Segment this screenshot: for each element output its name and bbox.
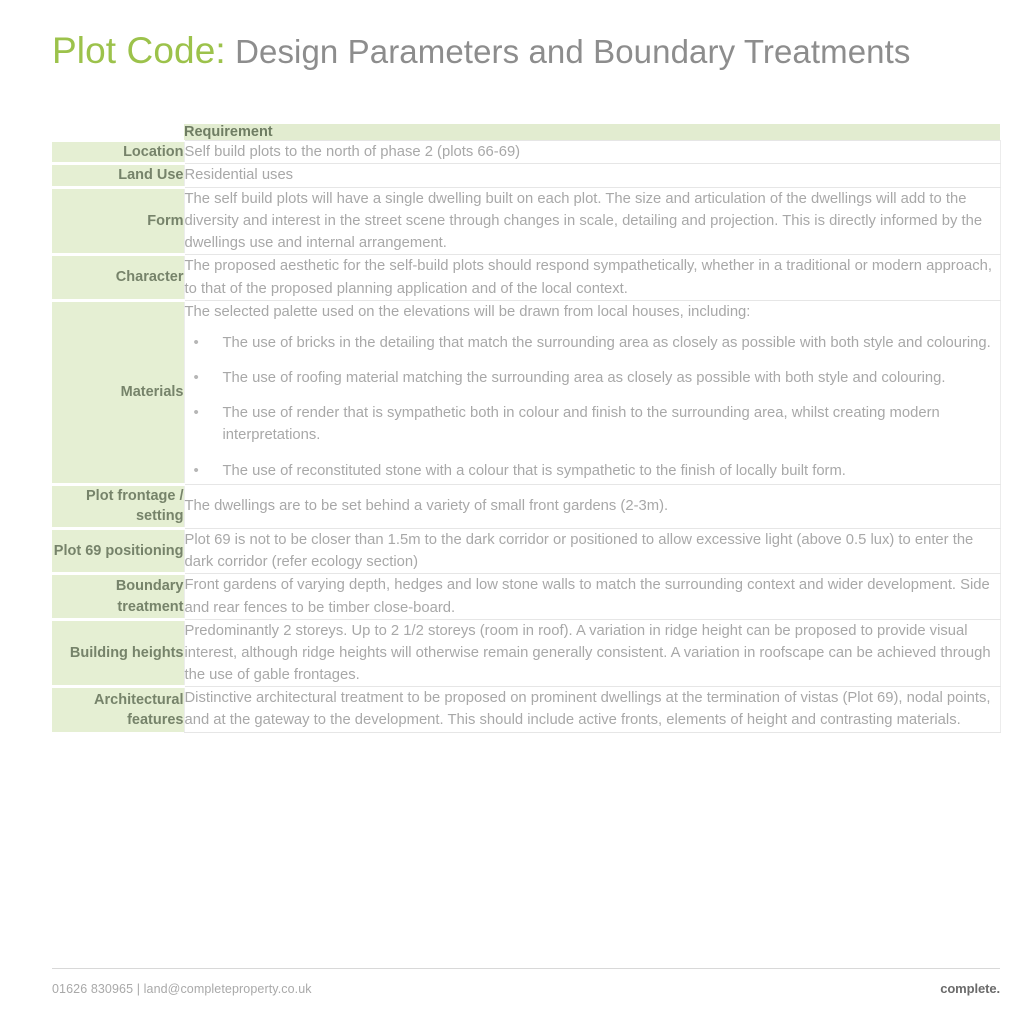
row-value-boundary-treatment bbox=[184, 574, 1000, 619]
table-row bbox=[52, 187, 1000, 255]
list-item bbox=[185, 402, 1000, 446]
table-row bbox=[52, 687, 1000, 732]
table-row bbox=[52, 255, 1000, 300]
row-text: Plot 69 is not to be closer than 1.5m to the dark corridor or positioned to allow excessive light (above 0.5 lux) to enter the dark corridor (refer ecology section) bbox=[184, 531, 974, 571]
row-value-land-use bbox=[184, 164, 1000, 188]
row-text: Predominantly 2 storeys. Up to 2 1/2 storeys (room in roof). A variation in ridge height can be proposed to provide visual interest, although ridge heights will otherwise remain generally consistent. A variation in roofscape can be achieved through the use of gable frontages. bbox=[184, 622, 991, 684]
bullet-icon: • bbox=[193, 404, 199, 422]
footer-brand-logo: complete. bbox=[940, 981, 1000, 996]
list-item bbox=[185, 460, 1000, 482]
row-label-materials: Materials bbox=[52, 300, 184, 484]
page-title-subject: Design Parameters and Boundary Treatments bbox=[235, 33, 911, 70]
row-text: Distinctive architectural treatment to be proposed on prominent dwellings at the termination of vistas (Plot 69), nodal points, and at the gateway to the development. This should include active fronts, elements of height and contrasting materials. bbox=[184, 690, 991, 729]
list-item-label: The use of roofing material matching the surrounding area as closely as possible with both style and colouring. bbox=[222, 370, 946, 387]
header-corner-cell bbox=[52, 124, 184, 141]
table-body bbox=[52, 141, 1000, 733]
table-row bbox=[52, 619, 1000, 687]
row-label-location: Location bbox=[52, 141, 184, 164]
row-label-building-heights: Building heights bbox=[52, 619, 184, 687]
bullet-icon: • bbox=[193, 369, 199, 387]
page-title-accent: Plot Code: bbox=[52, 30, 226, 71]
table-row bbox=[52, 300, 1000, 484]
list-item bbox=[185, 367, 1000, 389]
row-text: Residential uses bbox=[184, 167, 294, 184]
header-requirement-cell: Requirement bbox=[184, 124, 1000, 141]
row-label-boundary-treatment: Boundary treatment bbox=[52, 574, 184, 619]
row-label-plot-69-positioning: Plot 69 positioning bbox=[52, 528, 184, 573]
row-value-form bbox=[184, 187, 1000, 255]
row-label-architectural-features: Architectural features bbox=[52, 687, 184, 732]
row-value-architectural-features bbox=[184, 687, 1000, 732]
list-item-label: The use of render that is sympathetic both in colour and finish to the surrounding area, whilst creating modern interpretations. bbox=[222, 405, 940, 444]
footer-contact: 01626 830965 | land@completeproperty.co.uk bbox=[52, 982, 312, 996]
row-text: Front gardens of varying depth, hedges and low stone walls to match the surrounding context and wider development. Side and rear fences to be timber close-board. bbox=[184, 577, 990, 616]
table-row bbox=[52, 164, 1000, 188]
row-value-building-heights bbox=[184, 619, 1000, 687]
row-value-plot-69-positioning bbox=[184, 528, 1000, 573]
table-row bbox=[52, 574, 1000, 619]
table-header-row bbox=[52, 124, 1000, 141]
list-item bbox=[185, 332, 1000, 354]
row-text: The self build plots will have a single dwelling built on each plot. The size and articulation of the dwellings will add to the diversity and interest in the street scene through changes in scale, detailing and projection. This is directly informed by the dwellings use and internal arrangement. bbox=[184, 190, 983, 252]
row-text: The dwellings are to be set behind a variety of small front gardens (2-3m). bbox=[184, 498, 669, 515]
row-value-plot-frontage bbox=[184, 484, 1000, 528]
row-label-form: Form bbox=[52, 187, 184, 255]
footer bbox=[52, 981, 1000, 996]
row-label-plot-frontage: Plot frontage / setting bbox=[52, 484, 184, 528]
bullet-icon: • bbox=[193, 461, 199, 479]
row-text: The proposed aesthetic for the self-build plots should respond sympathetically, whether in a traditional or modern approach, to that of the proposed planning application and of the local context. bbox=[184, 258, 992, 297]
list-item-label: The use of reconstituted stone with a colour that is sympathetic to the finish of locally built form. bbox=[222, 462, 846, 479]
footer-divider bbox=[52, 968, 1000, 969]
row-value-character bbox=[184, 255, 1000, 300]
bullet-icon: • bbox=[193, 333, 199, 351]
plot-code-table bbox=[52, 124, 1001, 733]
page-title-rest bbox=[226, 33, 235, 70]
row-text: The selected palette used on the elevations will be drawn from local houses, including: bbox=[184, 303, 751, 320]
row-label-land-use: Land Use bbox=[52, 164, 184, 188]
table-row bbox=[52, 141, 1000, 164]
table-row bbox=[52, 528, 1000, 573]
row-text: Self build plots to the north of phase 2 (plots 66-69) bbox=[184, 144, 521, 160]
row-value-location bbox=[184, 141, 1000, 164]
row-value-materials bbox=[184, 300, 1000, 484]
table-row bbox=[52, 484, 1000, 528]
materials-bullet-list bbox=[185, 332, 1000, 482]
table-head bbox=[52, 124, 1000, 141]
row-label-character: Character bbox=[52, 255, 184, 300]
page-title bbox=[52, 30, 992, 72]
list-item-label: The use of bricks in the detailing that match the surrounding area as closely as possible with both style and colouring. bbox=[222, 334, 991, 351]
